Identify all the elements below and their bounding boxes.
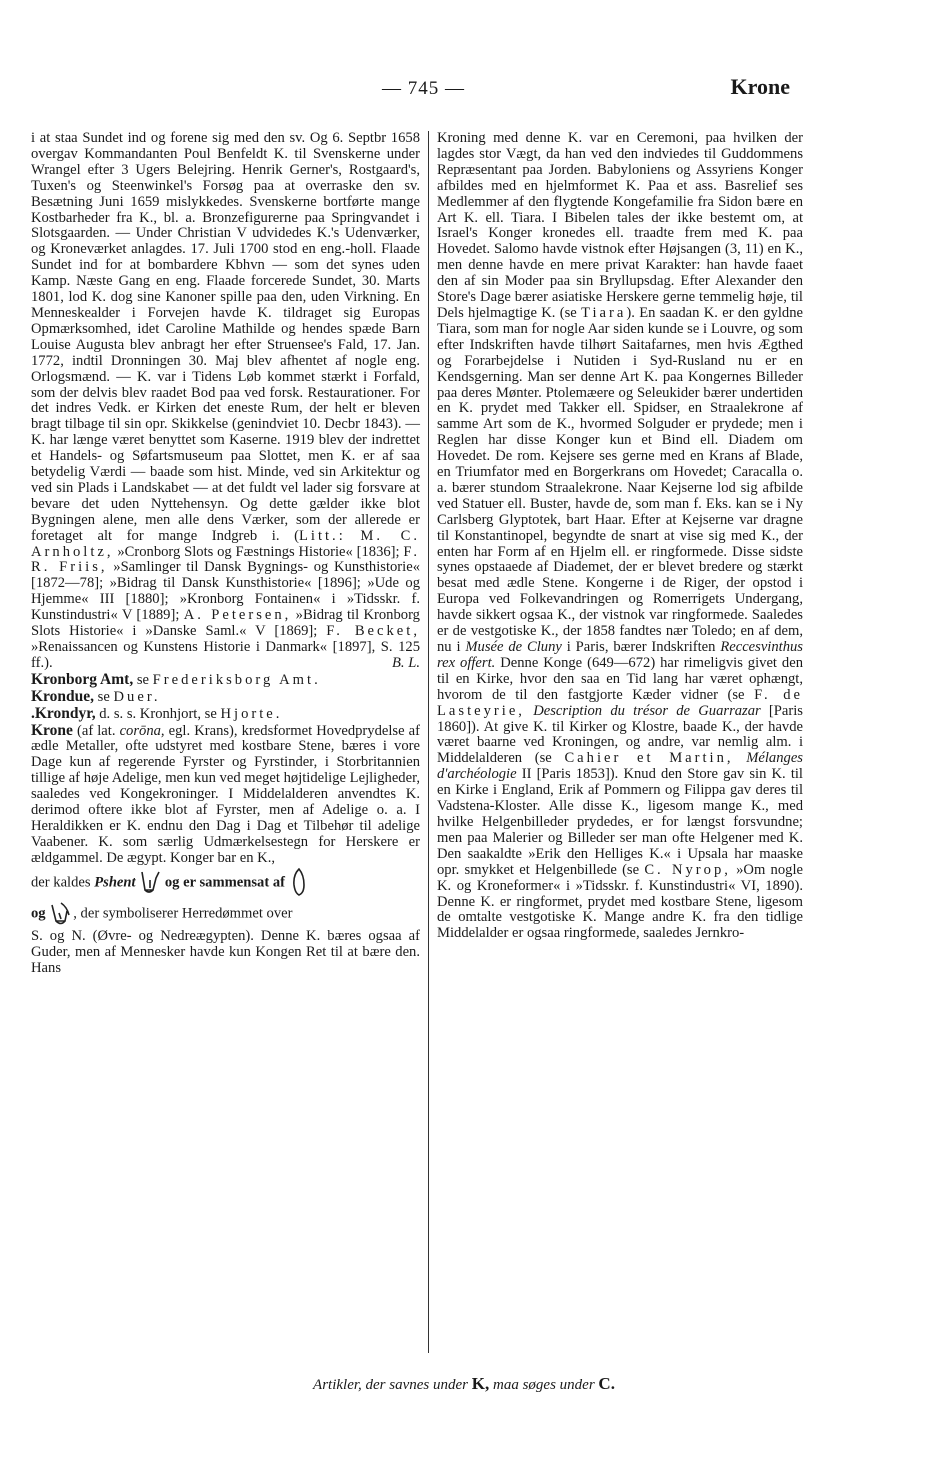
entry-krondue <box>31 689 420 706</box>
right-text-8: II [Paris 1853]). Knud den Store gav sin K. til en Kirke i England, Erik af Pommern og Filippa gav deres til Vadstena-Kloster. Alle disse K., ligesom mange K., med hvilke Helgenbilleder prydedes, er for længst forsvundne; men paa Malerier og Billeder ser man ofte Helgener med K. Den saakaldte »Erik den Helliges K.« i Upsala har maaske opr. smykket et Helgenbillede (se <box>437 766 803 878</box>
footer-pre: Artikler, der savnes under <box>313 1377 472 1393</box>
pshent-line <box>31 867 420 899</box>
title-melanges: Mélanges d'archéologie <box>437 750 803 783</box>
krone-end-text: S. og N. (Øvre- og Nedreægypten). Denne K. bæres ogsaa af Guder, men af Mennesker havde kun Kongen Ret til at bære den. Hans <box>31 927 420 976</box>
right-text-1: Kroning med denne K. var en Ceremoni, paa hvilken der lagdes stor Vægt, da han ved den indviedes til Guddommens Repræsentant paa Jorden. Babyloniens og Assyriens Konger afbildes med en hjelmformet K. Paa et ass. Basrelief ses Medlemmer af den flygtende Kongefamilie fra Sidon bære en Art K. ell. Tiara. I Bibelen tales der ikke bestemt om, at Israel's Konger kronedes ell. traadte frem med K. paa Hovedet. Salomo havde vistnok efter Højsangen (3, 11) en K., men denne havde en mere privat Karakter: han havde faaet den af sin Moder paa sin Bryllupsdag. Efter Alexander den Store's Dage bærer asiatiske Herskere gerne temmelig høje, til Dels hjelmagtige K. (se <box>437 130 803 321</box>
title-description: Description du trésor de Guarrazar <box>533 702 761 719</box>
pshent-post: og er sammensat af <box>161 874 285 891</box>
page-footer <box>0 1374 928 1394</box>
litt-title-1: »Cronborg Slots og Fæstnings Historie« [1836]; <box>117 543 404 560</box>
krone-text-2: egl. Krans), kredsformet Hovedprydelse af ædle Metaller, ofte udstyret med kostbare Stene, bæres i vore Dage kun af regerende Fyrster og Fyrstinder, i Storbritannien tillige af høje Adelige, men kun ved meget højtidelige Lejligheder, saaledes ved Kongekroninger. I Middelalderen anvendtes K. derimod oftere ikke blot af Fyrster, men af Adelige o. a. I Heraldikken er K. endnu den Dag i Dag et Tilbehør til adelige Vaabener. K. som særlig Udmærkelsestegn for Herskere er ældgammel. De ægypt. Konger bar en K., <box>31 722 420 866</box>
litt-title-3: »Bidrag til Kronborg Slots Historie« i »Danske Saml.« V [1869]; <box>31 607 420 640</box>
continuation-text <box>31 131 420 672</box>
litt-title-4: »Renaissancen og Kunstens Historie i Danmark« [1897], S. 125 ff.). <box>31 639 420 671</box>
musee-de-cluny: Musée de Cluny <box>465 639 562 655</box>
right-text-2: ). En saadan K. er den gyldne Tiara, som man for nogle Aar siden kunde se i Louvre, og som efter Indskriften havde tilhørt Saitafarnes, men hvis Ægthed og Forarbejdelse i Nutiden i Syd-Rusland nu er en Kendsgerning. Man ser denne Art K. paa Kongernes Billeder paa deres Mønter. Ptolemæere og Seleukider bærer undertiden en K. prydet med Takker ell. Spidser, en Straalekrone af samme Art som de K., hvormed Solguder er prydede; men i Reglen har disse Konger kun et Bind ell. Diadem om Hovedet. De rom. Kejsere ses gerne med en Krans af Blade, en Triumfator med en Borgerkrans om Hovedet; Caracalla o. a. bærer stundom Straalekrone. Naar Kejserne lod sig afbilde ved Statuer ell. Buster, havde de, som man f. Eks. kan se i Ny Carlsberg Glyptotek, bart Haar. Efter at Kejserne var dragne til Konstantinopel, begyndte de snart at vise sig med K., der enten har Form af en Hjelm ell. er ringformede. Disse sidste synes opstaaede af Diademet, der er blevet bredere og stærkt besat med ædle Stene. Kongerne i de Riger, der opstod i Europa ved Folkevandringen og Romerrigets Undergang, havde sikkert ogsaa K., der vistnok var ringformede. Saaledes er de vestgotiske K., der 1858 fandtes nær Toledo; en af dem, nu i <box>437 304 803 655</box>
litt-author-4: F. Becket, <box>326 623 420 640</box>
cross-ref-duer: Duer. <box>113 688 161 705</box>
litt-title-2: »Samlinger til Dansk Bygnings- og Kunsthistorie« [1872—78]; »Bidrag til Dansk Kunsthistorie« [1896]; »Ude og Hjemme« III [1880]; »Kronborg Fontainen« i »Tidsskr. f. Kunstindustri« V [1889]; <box>31 559 420 624</box>
author-nyrop: C. Nyrop, <box>644 861 731 878</box>
cross-ref-hjorte: Hjorte. <box>220 705 283 722</box>
right-column <box>437 131 803 942</box>
pshent-crown-icon <box>139 868 161 898</box>
sym-pre: og <box>31 905 50 922</box>
left-column <box>31 131 420 976</box>
headword-krondue: Krondue, <box>31 687 95 705</box>
see-word: se <box>133 671 153 688</box>
white-crown-icon <box>289 867 309 899</box>
krondyr-text: d. s. s. Kronhjort, se <box>95 705 221 722</box>
footer-k: K, <box>471 1374 490 1393</box>
author-cahier-martin: Cahier et Martin, <box>564 750 734 767</box>
inscription-reccesvinthus: Reccesvinthus rex offert. <box>437 639 803 671</box>
litt-author-3: A. Petersen, <box>183 607 292 624</box>
entry-krondyr <box>31 706 420 723</box>
entry-krone <box>31 723 420 867</box>
page-header <box>30 70 790 106</box>
pshent-pre: der kaldes <box>31 874 95 891</box>
headword-krondyr: .Krondyr, <box>31 704 96 722</box>
running-head: Krone <box>730 74 790 99</box>
cross-ref-tiara: Tiara <box>581 304 627 321</box>
entry-kronborg-amt <box>31 672 420 689</box>
symbol-line <box>31 899 420 929</box>
author-lasteyrie: F. de Lasteyrie, <box>437 686 803 719</box>
footer-mid: maa søges under <box>489 1377 599 1393</box>
headword-krone: Krone <box>31 721 73 739</box>
sym-post: , der symboliserer Herredømmet over <box>73 905 293 922</box>
pshent-word: Pshent <box>94 874 136 891</box>
right-text-5 <box>525 703 533 719</box>
right-text-3: i Paris, bærer Indskriften <box>561 639 721 655</box>
litt-author-2: F. R. Friis, <box>31 543 420 576</box>
latin-corona: corōna, <box>119 722 165 739</box>
footer-c: C. <box>598 1374 615 1393</box>
right-column-text <box>437 131 803 942</box>
continuation-body: i at staa Sundet ind og forene sig med den sv. Og 6. Septbr 1658 overgav Kommandanten Poul Benfeldt K. til Svenskerne under Wrangel efter 3 Ugers Belejring. Henrik Gerner's, Rostgaard's, Tuxen's og Steenwinkel's Forsøg paa at overraske den sv. Besætning Juni 1659 mislykkedes. Svenskerne bortførte mange Kostbarheder fra K., bl. a. Bronzefigurerne paa Springvandet i Slotsgaarden. — Under Christian V udvidedes K.'s Udenværker, og Kroneværket anlagdes. 17. Juli 1700 stod en eng.-holl. Flaade Sundet ind for at bombardere Kbhvn — som det synes uden Kamp. Næste Gang en eng. Flaade forcerede Sundet, 30. Marts 1801, lod K. dog sine Kanoner spille paa den, uden Virkning. En Menneskealder i Forvejen havde K. tildraget sig Europas Opmærksomhed, idet Caroline Mathilde og hendes spæde Barn Louise Augusta blev anbragt her efter Struensee's Fald, 17. Jan. 1772, indtil Dronningen 30. Maj blev afhentet af nogle eng. Orlogsmænd. — K. var i Tidens Løb kommet stærkt i Forfald, som der delvis blev raadet Bod paa ved forsk. Restaurationer. For det indres Vedk. er Kirken det eneste Rum, der helt er bleven bragt tilbage til sin opr. Skikkelse (genindviet 10. Decbr 1843). — K. har længe været benyttet som Kaserne. 1919 blev der indrettet et Handels- og Søfartsmuseum paa Slottet, men K. er af saa betydelig Værdi — baade som hist. Minde, ved sin Arkitektur og ved sin Plads i Landskabet — at det fuldt vel lader sig forsvare at bevare det uden Nyttehensyn. Og dette gælder ikke blot Bygningen alene, men alle dens Værker, som der allerede er foretaget alt for mange Indgreb i. ( <box>31 130 420 544</box>
right-text-6: [Paris 1860]). At give K. til Kirker og Klostre, baade K., der havde været baarne ved Kroningen, og andre, var nemlig alm. i Middelalderen (se <box>437 702 803 767</box>
right-text-4: Denne Konge (649—672) har rimeligvis givet den til en Kirke, hvor den saa en Tid lang har været ophængt, hvorom de til den fastgjorte Kæder vidner (se <box>437 654 803 703</box>
page-number: — 745 — <box>382 78 465 99</box>
signature: B. L. <box>392 654 420 671</box>
right-text-9: »Om nogle K. og Kroneformer« i »Tidsskr. f. Kunstindustri« VI, 1890). Denne K. er ringformet, prydet med kostbare Stene, ligesom de omtalte vestgotiske K. Mange andre K. fra den tidlige Middelalder er ogsaa ringformede, saaledes Jernkro- <box>437 861 803 942</box>
double-crown-icon <box>49 899 73 929</box>
krone-text-1: (af lat. <box>72 722 120 739</box>
right-text-7 <box>734 750 747 766</box>
litt-label: Litt.: <box>298 527 346 544</box>
litt-author-1: M. C. Arnholtz, <box>31 527 420 560</box>
headword-kronborg-amt: Kronborg Amt, <box>31 670 134 688</box>
see-word: se <box>94 688 114 705</box>
column-divider <box>428 131 429 1353</box>
cross-ref-frederiksborg: Frederiksborg Amt. <box>152 671 321 688</box>
